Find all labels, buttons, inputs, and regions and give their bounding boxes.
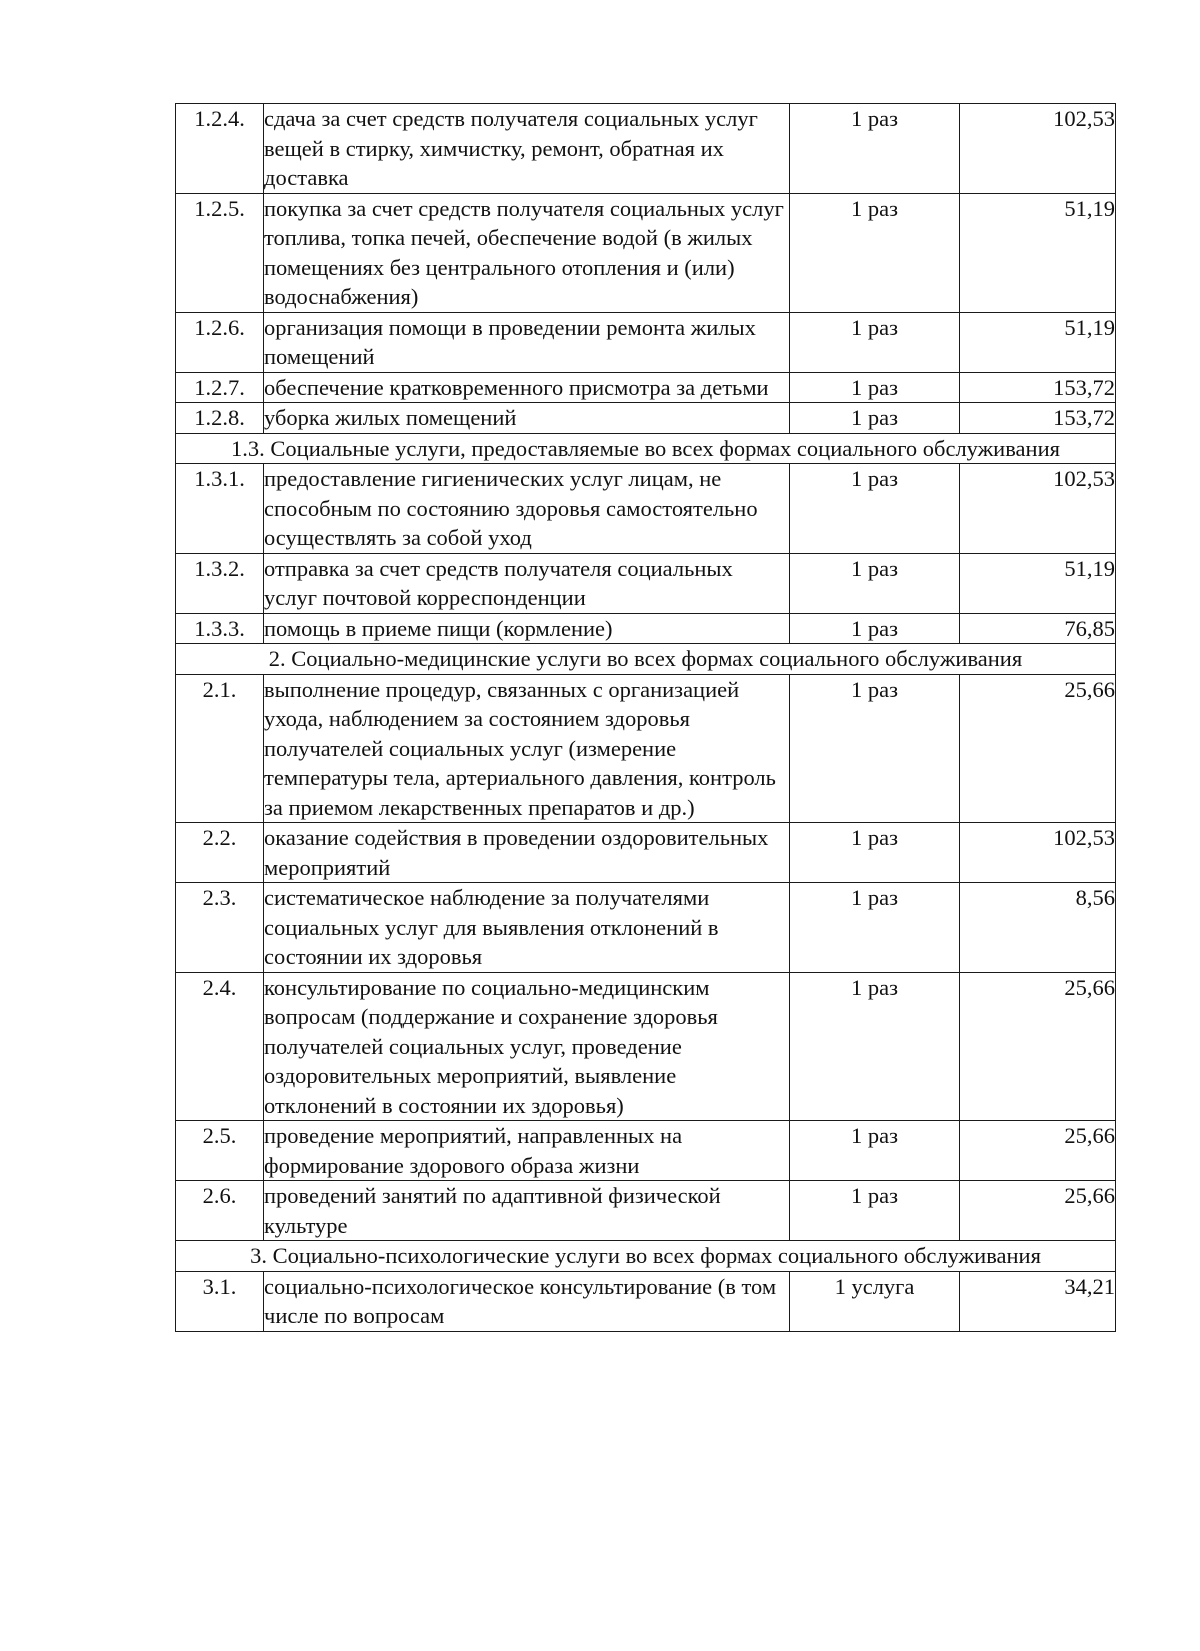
service-price: 153,72 <box>960 372 1116 403</box>
service-unit: 1 раз <box>790 1181 960 1241</box>
service-name: проведений занятий по адаптивной физической культуре <box>264 1181 790 1241</box>
service-unit: 1 раз <box>790 193 960 312</box>
row-number: 2.5. <box>176 1121 264 1181</box>
service-name: проведение мероприятий, направленных на формирование здорового образа жизни <box>264 1121 790 1181</box>
service-unit: 1 раз <box>790 883 960 973</box>
service-unit: 1 раз <box>790 674 960 823</box>
service-price: 25,66 <box>960 1181 1116 1241</box>
row-number: 1.2.4. <box>176 104 264 194</box>
service-name: оказание содействия в проведении оздоровительных мероприятий <box>264 823 790 883</box>
section-header-row <box>176 433 1116 464</box>
row-number: 2.6. <box>176 1181 264 1241</box>
row-number: 1.3.2. <box>176 553 264 613</box>
service-price: 8,56 <box>960 883 1116 973</box>
service-unit: 1 раз <box>790 823 960 883</box>
service-name: уборка жилых помещений <box>264 403 790 434</box>
table-row <box>176 193 1116 312</box>
table-row <box>176 312 1116 372</box>
service-name: помощь в приеме пищи (кормление) <box>264 613 790 644</box>
section-header-row <box>176 644 1116 675</box>
service-price: 102,53 <box>960 464 1116 554</box>
table-row <box>176 823 1116 883</box>
service-name: предоставление гигиенических услуг лицам, не способным по состоянию здоровья самостоятельно осуществлять за собой уход <box>264 464 790 554</box>
row-number: 2.3. <box>176 883 264 973</box>
table-row <box>176 972 1116 1121</box>
service-unit: 1 раз <box>790 403 960 434</box>
table-row <box>176 1181 1116 1241</box>
service-name: консультирование по социально-медицинским вопросам (поддержание и сохранение здоровья получателей социальных услуг, проведение оздоровительных мероприятий, выявление отклонений в состоянии их здоровья) <box>264 972 790 1121</box>
section-title: 2. Социально-медицинские услуги во всех формах социального обслуживания <box>176 644 1116 675</box>
row-number: 1.2.8. <box>176 403 264 434</box>
service-price: 51,19 <box>960 553 1116 613</box>
row-number: 1.2.5. <box>176 193 264 312</box>
row-number: 2.2. <box>176 823 264 883</box>
service-price: 51,19 <box>960 193 1116 312</box>
table-row <box>176 883 1116 973</box>
service-unit: 1 раз <box>790 972 960 1121</box>
service-unit: 1 раз <box>790 1121 960 1181</box>
table-row <box>176 553 1116 613</box>
service-name: социально-психологическое консультирование (в том числе по вопросам <box>264 1271 790 1331</box>
service-unit: 1 раз <box>790 613 960 644</box>
section-title: 1.3. Социальные услуги, предоставляемые во всех формах социального обслуживания <box>176 433 1116 464</box>
service-unit: 1 раз <box>790 464 960 554</box>
service-name: сдача за счет средств получателя социальных услуг вещей в стирку, химчистку, ремонт, обратная их доставка <box>264 104 790 194</box>
row-number: 2.4. <box>176 972 264 1121</box>
service-name: покупка за счет средств получателя социальных услуг топлива, топка печей, обеспечение водой (в жилых помещениях без центрального отопления и (или) водоснабжения) <box>264 193 790 312</box>
service-unit: 1 услуга <box>790 1271 960 1331</box>
row-number: 1.3.1. <box>176 464 264 554</box>
table-row <box>176 674 1116 823</box>
service-name: организация помощи в проведении ремонта жилых помещений <box>264 312 790 372</box>
service-unit: 1 раз <box>790 104 960 194</box>
service-price: 102,53 <box>960 104 1116 194</box>
service-name: отправка за счет средств получателя социальных услуг почтовой корреспонденции <box>264 553 790 613</box>
service-name: выполнение процедур, связанных с организацией ухода, наблюдением за состоянием здоровья получателей социальных услуг (измерение температуры тела, артериального давления, контроль за приемом лекарственных препаратов и др.) <box>264 674 790 823</box>
table-row <box>176 464 1116 554</box>
service-price: 51,19 <box>960 312 1116 372</box>
row-number: 2.1. <box>176 674 264 823</box>
services-tariff-table <box>175 103 1116 1332</box>
table-row <box>176 403 1116 434</box>
service-price: 34,21 <box>960 1271 1116 1331</box>
service-unit: 1 раз <box>790 312 960 372</box>
table-row <box>176 613 1116 644</box>
table-row <box>176 372 1116 403</box>
row-number: 1.2.7. <box>176 372 264 403</box>
row-number: 1.3.3. <box>176 613 264 644</box>
row-number: 3.1. <box>176 1271 264 1331</box>
service-price: 25,66 <box>960 1121 1116 1181</box>
service-price: 102,53 <box>960 823 1116 883</box>
table-row <box>176 104 1116 194</box>
service-price: 25,66 <box>960 674 1116 823</box>
service-price: 153,72 <box>960 403 1116 434</box>
section-title: 3. Социально-психологические услуги во всех формах социального обслуживания <box>176 1241 1116 1272</box>
service-price: 76,85 <box>960 613 1116 644</box>
service-price: 25,66 <box>960 972 1116 1121</box>
service-name: систематическое наблюдение за получателями социальных услуг для выявления отклонений в состоянии их здоровья <box>264 883 790 973</box>
service-unit: 1 раз <box>790 372 960 403</box>
service-name: обеспечение кратковременного присмотра за детьми <box>264 372 790 403</box>
table-row <box>176 1121 1116 1181</box>
row-number: 1.2.6. <box>176 312 264 372</box>
section-header-row <box>176 1241 1116 1272</box>
table-row <box>176 1271 1116 1331</box>
service-unit: 1 раз <box>790 553 960 613</box>
